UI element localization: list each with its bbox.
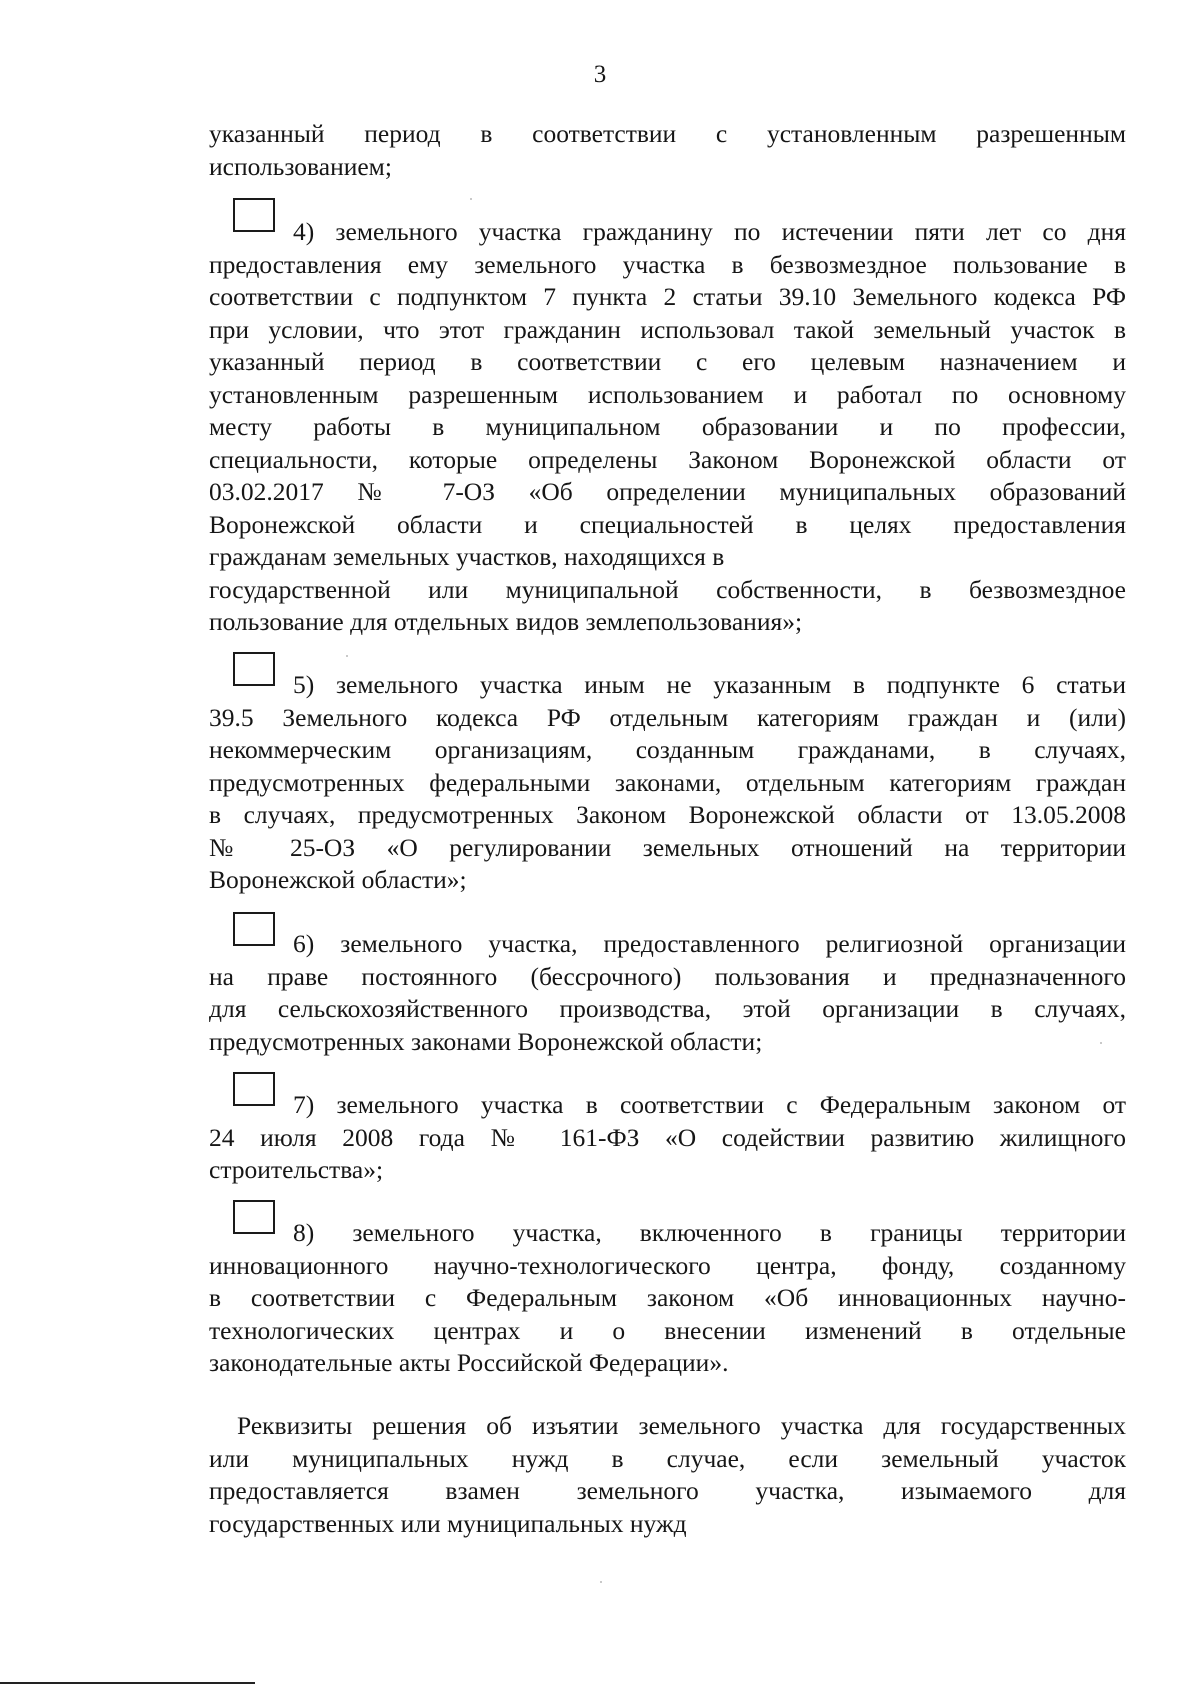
- text-line: Реквизиты решения об изъятии земельного участка для государственных: [237, 1411, 1126, 1440]
- bottom-rule: [0, 1682, 255, 1684]
- requisites-paragraph: [209, 1410, 1126, 1540]
- scan-speck: [346, 655, 348, 657]
- text-line: инновационного научно-технологического центра, фонду, созданному: [209, 1250, 1126, 1280]
- text-line: установленным разрешенным использованием и работал по основному: [209, 379, 1126, 409]
- text-line: указанный период в соответствии с его целевым назначением и: [209, 347, 1126, 376]
- text-line: в случаях, предусмотренных Законом Воронежской области от 13.05.2008: [209, 800, 1126, 829]
- text-line: месту работы в муниципальном образовании и по профессии,: [209, 412, 1126, 441]
- text-line: 4) земельного участка гражданину по истечении пяти лет со дня: [293, 217, 1126, 246]
- text-line: технологических центрах и о внесении изменений в отдельные: [209, 1315, 1126, 1345]
- text-line: предоставляется взамен земельного участка, изымаемого для: [209, 1476, 1126, 1505]
- item-6-paragraph: [209, 928, 1126, 1058]
- text-line: государственных или муниципальных нужд: [209, 1508, 687, 1538]
- text-line: 7) земельного участка в соответствии с Федеральным законом от: [293, 1090, 1126, 1119]
- text-line: соответствии с подпунктом 7 пункта 2 статьи 39.10 Земельного кодекса РФ: [209, 282, 1126, 311]
- text-line: 8) земельного участка, включенного в границы территории: [293, 1218, 1126, 1247]
- item-8-paragraph: [209, 1217, 1126, 1380]
- scan-speck: [470, 198, 472, 200]
- intro-paragraph: [209, 118, 1126, 183]
- text-line: строительства»;: [209, 1155, 384, 1184]
- item-4-paragraph: [209, 216, 1126, 639]
- page-number: 3: [593, 61, 607, 88]
- text-line: 24 июля 2008 года № 161-ФЗ «О содействии развитию жилищного: [209, 1122, 1126, 1152]
- text-line: предоставления ему земельного участка в безвозмездное пользование в: [209, 249, 1126, 279]
- scan-speck: [1100, 1042, 1102, 1044]
- text-line: пользование для отдельных видов землепользования»;: [209, 607, 803, 636]
- text-line: в соответствии с Федеральным законом «Об инновационных научно-: [209, 1283, 1126, 1312]
- text-line: для сельскохозяйственного производства, этой организации в случаях,: [209, 994, 1126, 1023]
- text-line: предусмотренных законами Воронежской области;: [209, 1026, 763, 1056]
- text-line: 03.02.2017 № 7-ОЗ «Об определении муниципальных образований: [209, 477, 1126, 506]
- text-line: гражданам земельных участков, находящихся в: [209, 542, 725, 571]
- text-line: или муниципальных нужд в случае, если земельный участок: [209, 1443, 1126, 1473]
- text-line: Воронежской области и специальностей в целях предоставления: [209, 509, 1126, 539]
- text-line: государственной или муниципальной собственности, в безвозмездное: [209, 574, 1126, 604]
- item-7-paragraph: [209, 1089, 1126, 1187]
- scan-speck: [600, 1581, 602, 1583]
- text-line: № 25-ОЗ «О регулировании земельных отношений на территории: [209, 832, 1126, 862]
- text-line: 6) земельного участка, предоставленного религиозной организации: [293, 929, 1126, 958]
- text-line: использованием;: [209, 151, 392, 181]
- text-line: 39.5 Земельного кодекса РФ отдельным категориям граждан и (или): [209, 702, 1126, 732]
- text-line: 5) земельного участка иным не указанным в подпункте 6 статьи: [293, 670, 1126, 699]
- text-line: указанный период в соответствии с установленным разрешенным: [209, 119, 1126, 148]
- text-line: специальности, которые определены Законом Воронежской области от: [209, 444, 1126, 474]
- text-line: при условии, что этот гражданин использовал такой земельный участок в: [209, 314, 1126, 344]
- item-5-paragraph: [209, 669, 1126, 897]
- text-line: законодательные акты Российской Федерации».: [209, 1348, 729, 1377]
- text-line: Воронежской области»;: [209, 865, 467, 894]
- text-line: некоммерческим организациям, созданным гражданами, в случаях,: [209, 735, 1126, 764]
- text-line: предусмотренных федеральными законами, отдельным категориям граждан: [209, 767, 1126, 797]
- text-line: на праве постоянного (бессрочного) пользования и предназначенного: [209, 961, 1126, 991]
